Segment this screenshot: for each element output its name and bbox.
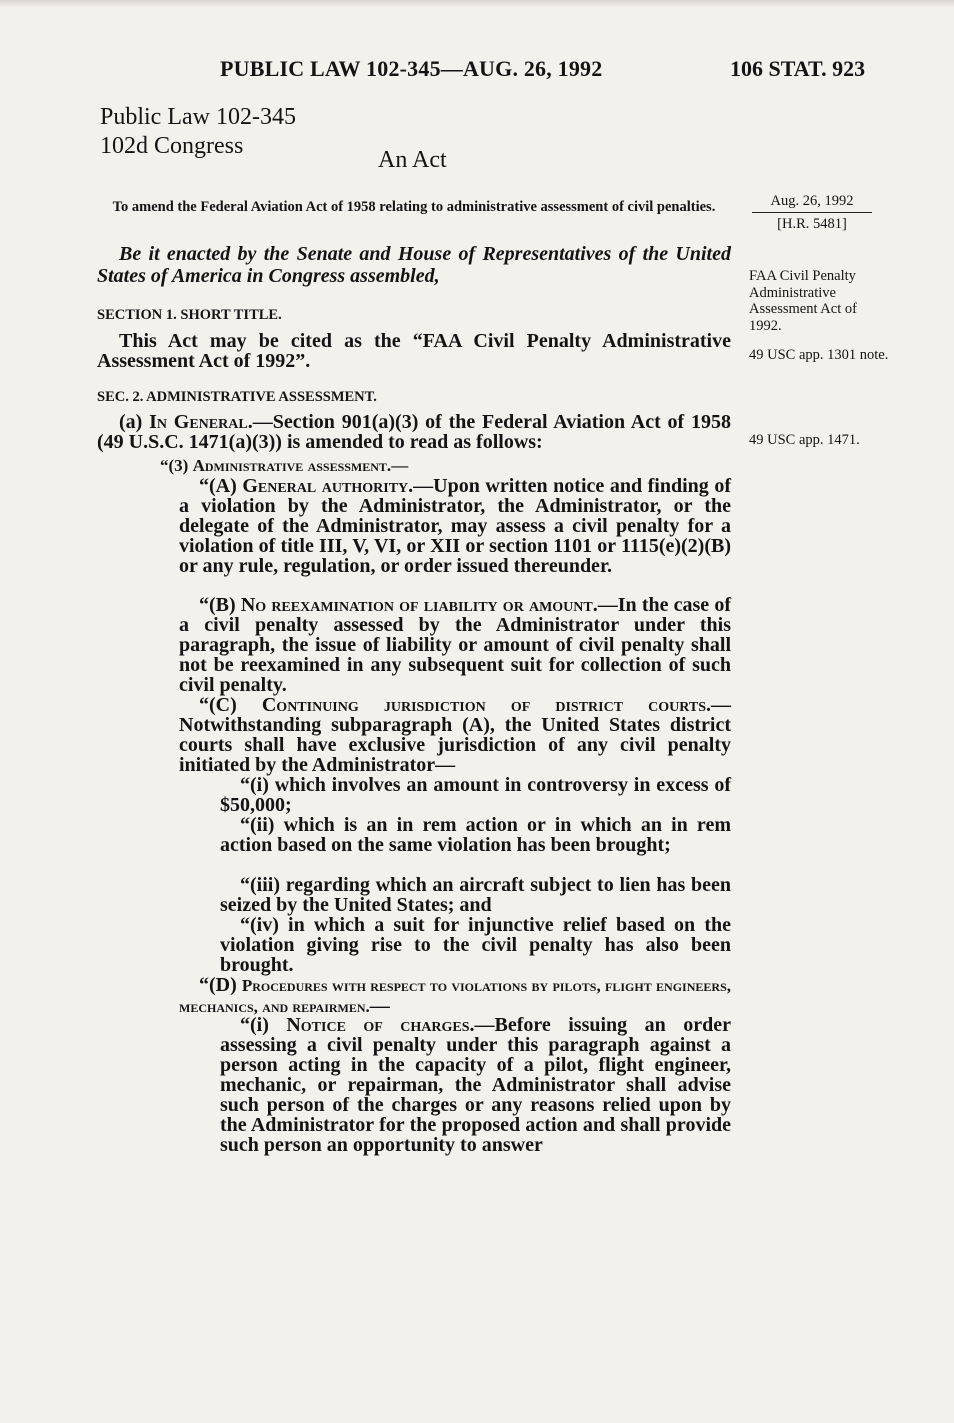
subparagraph-C-label: “(C) (199, 694, 262, 716)
clause-D-i-label: “(i) (240, 1014, 287, 1036)
paragraph-3-dash: — (391, 456, 409, 475)
margin-date-block (752, 193, 872, 233)
clause-D-i-text: —Before issuing an order assessing a civil penalty under this paragraph against a person acting in the capacity of a pilot, flight engineer, mechanic, or repairman, the Administrator shall advise such person of the charges or any reasons relied upon by the Administrator for the proposed action and shall provide such person an opportunity to answer (220, 1014, 731, 1156)
paragraph-3-title: Administrative assessment. (192, 456, 392, 475)
act-heading: An Act (378, 147, 447, 173)
subparagraph-B-label: “(B) (199, 594, 241, 616)
law-number: Public Law 102-345 (100, 104, 296, 130)
section-2-heading: SEC. 2. ADMINISTRATIVE ASSESSMENT. (97, 389, 377, 405)
congress-label: 102d Congress (100, 133, 244, 159)
subparagraph-A-text: —Upon written notice and finding of a violation by the Administrator, the Administrator, or the delegate of the Administrator, may assess a civil penalty for a violation of title III, V, VI, or XII or section 1101 or 1115(e)(2)(B) or any rule, regulation, or order issued thereunder. (179, 475, 732, 577)
subparagraph-D-label: “(D) (199, 974, 242, 996)
running-header: PUBLIC LAW 102-345—AUG. 26, 1992 (220, 56, 603, 81)
clause-C-iii: “(iii) regarding which an aircraft subject to lien has been seized by the United States; and (220, 874, 731, 916)
section-1-heading: SECTION 1. SHORT TITLE. (97, 307, 282, 323)
margin-bill-number: [H.R. 5481] (777, 216, 847, 232)
paragraph-3-heading (160, 456, 731, 476)
subparagraph-C (179, 695, 731, 775)
subparagraph-D-heading: Procedures with respect to violations by pilots, flight engineers, mechanics, and repairmen. (179, 976, 731, 1016)
subparagraph-D-dash: — (369, 995, 390, 1017)
subparagraph-B-heading: No reexamination of liability or amount. (240, 594, 598, 616)
subsection-a-text: —Section 901(a)(3) of the Federal Aviation Act of 1958 (49 U.S.C. 1471(a)(3)) is amended to read as follows: (97, 411, 731, 453)
subparagraph-A-heading: General authority. (242, 475, 414, 497)
clause-D-i (220, 1015, 731, 1155)
subsection-a-heading: In General. (149, 411, 253, 433)
subparagraph-A (179, 476, 731, 576)
clause-C-ii: “(ii) which is an in rem action or in which an in rem action based on the same violation has been brought; (220, 814, 731, 856)
subparagraph-C-heading: Continuing jurisdiction of district courts. (261, 694, 712, 716)
scan-edge (0, 0, 954, 8)
clause-C-iv: “(iv) in which a suit for injunctive relief based on the violation giving rise to the civil penalty has also been brought. (220, 914, 731, 976)
subparagraph-C-text: — Notwithstanding subparagraph (A), the United States district courts shall have exclusive jurisdiction of any civil penalty initiated by the Administrator— (179, 694, 732, 776)
subsection-a (97, 412, 731, 452)
enacting-clause: Be it enacted by the Senate and House of Representatives of the United States of America in Congress assembled, (97, 243, 731, 287)
subparagraph-B (179, 595, 731, 695)
section-1-text: This Act may be cited as the “FAA Civil Penalty Administrative Assessment Act of 1992”. (97, 330, 731, 372)
subparagraph-A-label: “(A) (199, 475, 243, 497)
subparagraph-D (179, 975, 731, 1017)
margin-usc-note-1: 49 USC app. 1301 note. (749, 347, 889, 363)
paragraph-3-label: “(3) (160, 456, 193, 475)
long-title: To amend the Federal Aviation Act of 1958 relating to administrative assessment of civil penalties. (112, 199, 716, 215)
clause-C-i: “(i) which involves an amount in controversy in excess of $50,000; (220, 774, 731, 816)
law-title-block (100, 103, 296, 161)
subparagraph-B-text: —In the case of a civil penalty assessed by the Administrator under this paragraph, the issue of liability or amount of civil penalty shall not be reexamined in any subsequent suit for collection of such civil penalty. (179, 594, 731, 696)
margin-short-title-note: FAA Civil Penalty Administrative Assessment Act of 1992. (749, 268, 857, 334)
subsection-a-label: (a) (119, 411, 150, 433)
margin-date: Aug. 26, 1992 (752, 193, 872, 213)
margin-usc-note-2: 49 USC app. 1471. (749, 432, 860, 448)
clause-D-i-heading: Notice of charges. (286, 1014, 475, 1036)
page-citation: 106 STAT. 923 (730, 56, 866, 81)
